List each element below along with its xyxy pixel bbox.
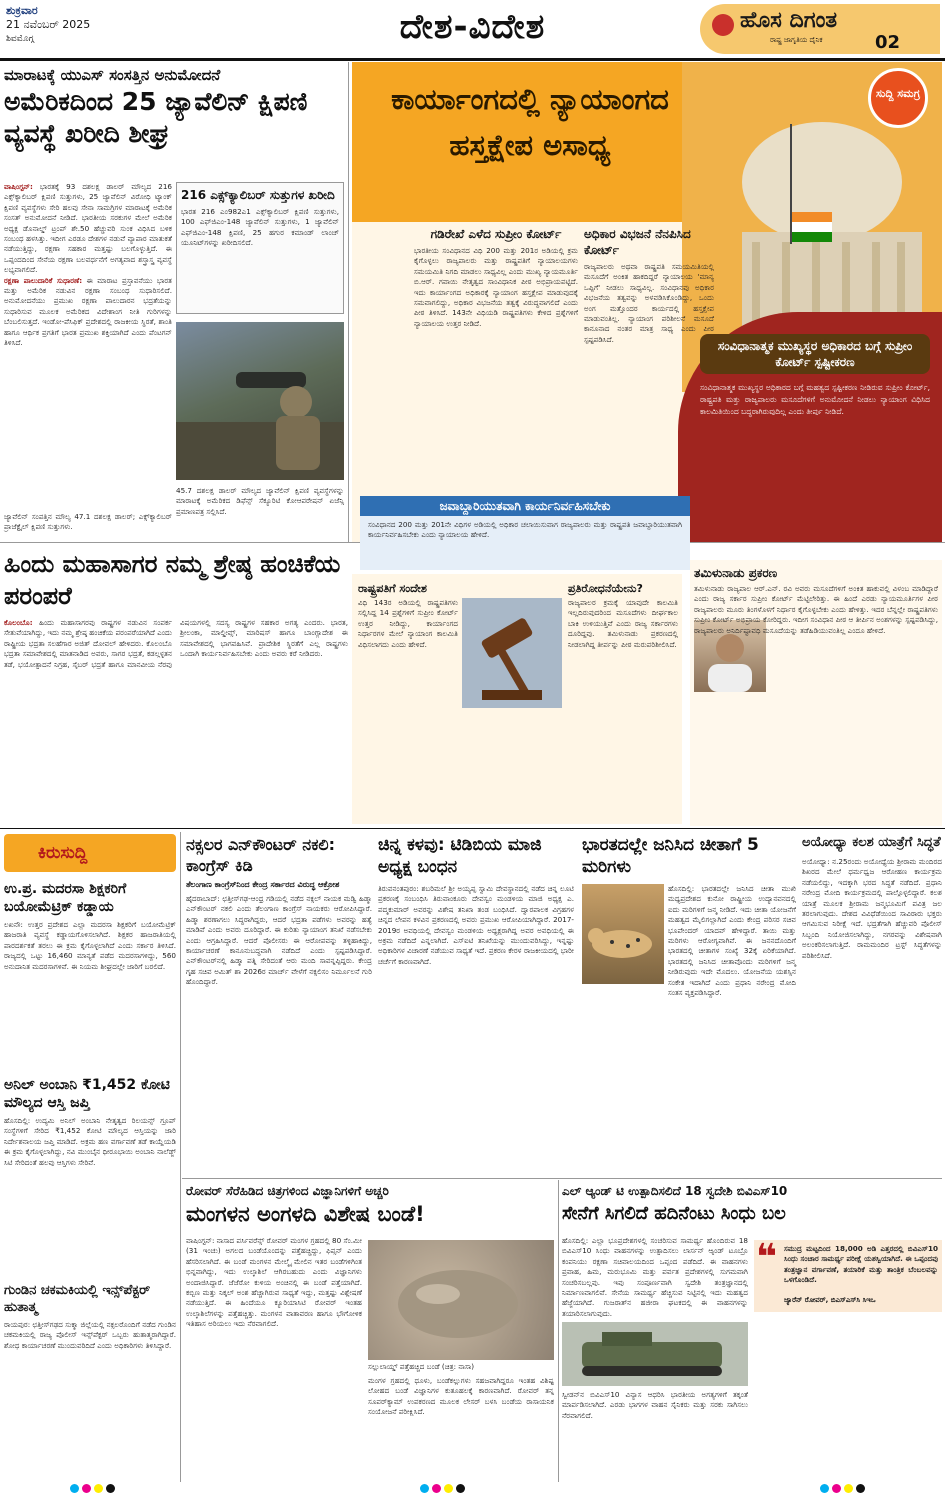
sindhu-story [562,1182,942,1482]
ayodhya-story [802,834,942,1174]
ayodhya-headline: ಅಯೋಧ್ಯಾ ಕಲಶ ಯಾತ್ರೆಗೆ ಸಿದ್ಧತೆ [802,835,941,850]
encounter-story [186,834,372,1174]
court-circle-body: ಸಂವಿಧಾನಾತ್ಮಕ ಮುಖ್ಯಸ್ಥರ ಅಧಿಕಾರದ ಬಗ್ಗೆ ಮಹತ್ವದ ಸ್ಪಷ್ಟೀಕರಣ ನೀಡಿರುವ ಸುಪ್ರೀಂ ಕೋರ್ಟ್, ರಾಷ್ಟ್ರಪತಿ ಮತ್ತು ರಾಜ್ಯಪಾಲರು ಮಸೂದೆಗಳಿಗೆ ಅನುಮೋದನೆ ನೀಡಲು ನ್ಯಾಯಾಂಗ ವಿಧಿಸಿದ ಕಾಲಮಿತಿಯಿಂದ ಬದ್ಧರಾಗಿರುವುದಿಲ್ಲ ಎಂದು ತೀರ್ಪು ನೀಡಿದೆ. [700,383,930,416]
mars-body-2: ಮಂಗಳ ಗ್ರಹದಲ್ಲಿ ಧೂಳು, ಬಂಡೆಕಲ್ಲುಗಳು ಸಹಜವಾಗಿದ್ದರೂ ಇಂತಹ ವಿಶಿಷ್ಟ ಲೋಹದ ಬಂಡೆ ವಿಜ್ಞಾನಿಗಳ ಕುತೂಹಲಕ್ಕೆ ಕಾರಣವಾಗಿದೆ. ರೋವರ್ ತನ್ನ ಸೂಪರ್‌ಕ್ಯಾಮ್ ಉಪಕರಣದ ಮೂಲಕ ಲೇಸರ್ ಬಳಸಿ ಬಂಡೆಯ ರಾಸಾಯನಿಕ ಸಂಯೋಜನೆ ಪರೀಕ್ಷಿಸಿದೆ. [368,1376,554,1417]
ocean-body [4,618,348,808]
court-col1-title: ಗಡಿರೇಖೆ ಎಳೆದ ಸುಪ್ರೀಂ ಕೋರ್ಟ್ [430,227,562,241]
javelin-sidebar-body: ಭಾರತ 216 ಎಂ982ಎ1 ಎಕ್ಸ್‌ಕ್ಯಾಲಿಬರ್ ಕ್ಷಿಪಣಿ ಸುತ್ತುಗಳು, 100 ಎಫ್‌ಜಿಎಂ-148 ಜ್ಯಾವೆಲಿನ್ ಸುತ್ತುಗಳು, 1 ಜ್ಯಾವೆಲಿನ್ ಎಫ್‌ಜಿಎಂ-148 ಕ್ಷಿಪಣಿ, 25 ಹಗುರ ಕಮಾಂಡ್ ಲಾಂಚ್ ಯೂನಿಟ್‌ಗಳನ್ನು ಖರೀದಿಸಲಿದೆ. [181,207,339,248]
header-rule [0,58,945,61]
column-divider-3 [558,1180,559,1482]
javelin-soldier-photo [176,322,344,480]
mars-body: ವಾಷಿಂಗ್ಟನ್: ನಾಸಾದ ಪರ್ಸಿವರೆನ್ಸ್ ರೋವರ್ ಮಂಗಳ ಗ್ರಹದಲ್ಲಿ 80 ಸೆಂ.ಮೀ (31 ಇಂಚು) ಅಗಲದ ಬಂಡೆಯೊಂದನ್ನು ಪತ್ತೆಹಚ್ಚಿದ್ದು, ಫಿಪ್ಸನ್ ಎಂದು ಹೆಸರಿಸಲಾಗಿದೆ. ಈ ಬಂಡೆ ಮಂಗಳನ ಮೇಲ್ಮೈ ಮೇಲಿನ ಇತರ ಬಂಡೆಗಳಿಗಿಂತ ಭಿನ್ನವಾಗಿದ್ದು, ಇದು ಉಲ್ಕಾಶಿಲೆ ಆಗಿರಬಹುದು ಎಂದು ವಿಜ್ಞಾನಿಗಳು ಅಂದಾಜಿಸಿದ್ದಾರೆ. ಜೆಜೆರೋ ಕುಳಿಯ ಅಂಚಿನಲ್ಲಿ ಈ ಬಂಡೆ ಪತ್ತೆಯಾಗಿದೆ. ಕಬ್ಬಿಣ ಮತ್ತು ನಿಕ್ಕಲ್ ಅಂಶ ಹೆಚ್ಚಾಗಿರುವ ಸಾಧ್ಯತೆ ಇದ್ದು, ಮತ್ತಷ್ಟು ವಿಶ್ಲೇಷಣೆ ನಡೆಯುತ್ತಿದೆ. ಈ ಹಿಂದೆಯೂ ಕ್ಯೂರಿಯಾಸಿಟಿ ರೋವರ್ ಇಂತಹ ಉಲ್ಕಾಶಿಲೆಗಳನ್ನು ಪತ್ತೆಹಚ್ಚಿತ್ತು. ಮಂಗಳನ ವಾತಾವರಣ ಹಾಗೂ ಭೌಗೋಳಿಕ ಇತಿಹಾಸ ಅರಿಯಲು ಇದು ನೆರವಾಗಲಿದೆ. [186,1236,362,1329]
sindhu-kicker: ಎಲ್ ಆ್ಯಂಡ್ ಟಿ ಉತ್ಪಾದಿಸಲಿದೆ 18 ಸ್ವದೇಶಿ ಬಿವಿಎಸ್10 [562,1184,788,1198]
javelin-body [4,182,172,539]
court-banner-body: ಸಂವಿಧಾನದ 200 ಮತ್ತು 201ನೇ ವಿಧಿಗಳ ಅಡಿಯಲ್ಲಿ ಅಧಿಕಾರ ಚಲಾಯಿಸುವಾಗ ರಾಜ್ಯಪಾಲರು ಮತ್ತು ರಾಷ್ಟ್ರಪತಿ ಜವಾಬ್ದಾರಿಯುತವಾಗಿ ಕಾರ್ಯನಿರ್ವಹಿಸಬೇಕು ಎಂದು ನ್ಯಾಯಾಲಯ ಹೇಳಿದೆ. [360,516,690,570]
court-lower [352,574,682,824]
kiru-logo: ಕಿರುಸುದ್ದಿ [4,834,176,872]
encounter-sub: ತೆಲಂಗಾಣ ಕಾಂಗ್ರೆಸ್‌ನಿಂದ ಕೇಂದ್ರ ಸರ್ಕಾರದ ವಿರುದ್ಧ ಆಕ್ರೋಶ [186,880,340,889]
javelin-dateline: ವಾಷಿಂಗ್ಟನ್: [4,182,33,191]
registration-marks-right [820,1478,868,1497]
section-rule-3 [182,1178,942,1179]
column-divider-2 [180,832,181,1482]
court-banner: ಜವಾಬ್ದಾರಿಯುತವಾಗಿ ಕಾರ್ಯನಿರ್ವಹಿಸಬೇಕು [360,496,690,516]
kiru-h1: ಉ.ಪ್ರ. ಮದರಸಾ ಶಿಕ್ಷಕರಿಗೆ ಬಯೋಮೆಟ್ರಿಕ್ ಕಡ್ಡಾಯ [4,881,127,915]
sudhi-samagra-badge: ಸುದ್ದಿ ಸಮಗ್ರ [868,68,928,128]
sindhu-body: ಹೊಸದಿಲ್ಲಿ: ಎಲ್ಲಾ ಭೂಪ್ರದೇಶಗಳಲ್ಲಿ ಸಂಚರಿಸುವ ಸಾಮರ್ಥ್ಯ ಹೊಂದಿರುವ 18 ಬಿವಿಎಸ್10 ಸಿಂಧು ವಾಹನಗಳನ್ನು ಉತ್ಪಾದಿಸಲು ಲಾರ್ಸನ್ ಆ್ಯಂಡ್ ಟೂಬ್ರೊ ಕಂಪನಿಯು ರಕ್ಷಣಾ ಸಚಿವಾಲಯದಿಂದ ಒಪ್ಪಂದ ಪಡೆದಿದೆ. ಈ ವಾಹನಗಳು ಪ್ರವಾಹ, ಹಿಮ, ಮರುಭೂಮಿ ಮತ್ತು ಪರ್ವತ ಪ್ರದೇಶಗಳಲ್ಲಿ ಸುಗಮವಾಗಿ ಸಂಚರಿಸಬಲ್ಲವು. ಇವು ಸಂಪೂರ್ಣವಾಗಿ ಸ್ವದೇಶಿ ತಂತ್ರಜ್ಞಾನದಲ್ಲಿ ನಿರ್ಮಾಣವಾಗಲಿವೆ. ಸೇನೆಯ ಸಾಮರ್ಥ್ಯ ಹೆಚ್ಚಿಸುವ ನಿಟ್ಟಿನಲ್ಲಿ ಇದು ಮಹತ್ವದ ಹೆಜ್ಜೆಯಾಗಿದೆ. ಗುಜರಾತ್‌ನ ಹಜೀರಾ ಘಟಕದಲ್ಲಿ ಈ ವಾಹನಗಳನ್ನು ತಯಾರಿಸಲಾಗುವುದು. [562,1236,748,1318]
section-rule-2 [0,828,945,829]
mars-headline: ಮಂಗಳನ ಅಂಗಳದಿ ವಿಶೇಷ ಬಂಡೆ! [186,1202,425,1226]
court-sub1-title: ರಾಷ್ಟ್ರಪತಿಗೆ ಸಂದೇಶ [358,582,427,595]
court-story [352,62,942,542]
sindhu-headline: ಸೇನೆಗೆ ಸಿಗಲಿದೆ ಹದಿನೆಂಟು ಸಿಂಧು ಬಲ [562,1203,786,1224]
kiru-h3: ಗುಂಡಿನ ಚಕಮಕಿಯಲ್ಲಿ ಇನ್ಸ್‌ಪೆಕ್ಟರ್ ಹುತಾತ್ಮ [4,1283,151,1315]
court-sub2-body: ರಾಜ್ಯಪಾಲರ ಕ್ರಮಕ್ಕೆ ಯಾವುದೇ ಕಾಲಮಿತಿ ಇಲ್ಲದಿರುವುದರಿಂದ ಮಸೂದೆಗಳು ದೀರ್ಘಕಾಲ ಬಾಕಿ ಉಳಿಯುತ್ತಿವೆ ಎಂದು ರಾಜ್ಯ ಸರ್ಕಾರಗಳು ದೂರಿದ್ದವು. ತಮಿಳುನಾಡು ಪ್ರಕರಣದಲ್ಲಿ ನೀಡಲಾಗಿದ್ದ ತೀರ್ಪನ್ನು ಪೀಠ ಮರುಪರಿಶೀಲಿಸಿದೆ. [568,598,678,649]
vehicle-photo [562,1322,748,1386]
court-circle-title: ಸಂವಿಧಾನಾತ್ಮಕ ಮುಖ್ಯಸ್ಥರ ಅಧಿಕಾರದ ಬಗ್ಗೆ ಸುಪ್ರೀಂ ಕೋರ್ಟ್ ಸ್ಪಷ್ಟೀಕರಣ [700,334,930,374]
court-sub1-body: ವಿಧಿ 143ರ ಅಡಿಯಲ್ಲಿ ರಾಷ್ಟ್ರಪತಿಗಳು ಸಲ್ಲಿಸಿದ್ದ 14 ಪ್ರಶ್ನೆಗಳಿಗೆ ಸುಪ್ರೀಂ ಕೋರ್ಟ್ ಉತ್ತರ ನೀಡಿದ್ದು, ಕಾರ್ಯಾಂಗದ ನಿರ್ಧಾರಗಳ ಮೇಲೆ ನ್ಯಾಯಾಂಗ ಕಾಲಮಿತಿ ವಿಧಿಸಲಾಗದು ಎಂದು ಹೇಳಿದೆ. [358,598,458,649]
kiru-b2: ಹೊಸದಿಲ್ಲಿ: ಉದ್ಯಮಿ ಅನಿಲ್ ಅಂಬಾನಿ ನೇತೃತ್ವದ ರಿಲಯನ್ಸ್ ಗ್ರೂಪ್ ಸಂಸ್ಥೆಗಳಿಗೆ ಸೇರಿದ ₹1,452 ಕೋಟಿ ಮೌಲ್ಯದ ಆಸ್ತಿಯನ್ನು ಜಾರಿ ನಿರ್ದೇಶನಾಲಯ ಜಪ್ತಿ ಮಾಡಿದೆ. ಅಕ್ರಮ ಹಣ ವರ್ಗಾವಣೆ ತಡೆ ಕಾಯ್ದೆಯಡಿ ಈ ಕ್ರಮ ಕೈಗೊಳ್ಳಲಾಗಿದ್ದು, ನವಿ ಮುಂಬೈನ ಧೀರೂಭಾಯಿ ಅಂಬಾನಿ ನಾಲೆಡ್ಜ್ ಸಿಟಿ ಸೇರಿದಂತೆ ಹಲವು ಆಸ್ತಿಗಳು ಸೇರಿವೆ. [4,1116,176,1167]
ayodhya-body: ಅಯೋಧ್ಯಾ: ನ.25ರಂದು ಅಯೋಧ್ಯೆಯ ಶ್ರೀರಾಮ ಮಂದಿರದ ಶಿಖರದ ಮೇಲೆ ಧರ್ಮಧ್ವಜ ಆರೋಹಣ ಕಾರ್ಯಕ್ರಮ ನಡೆಯಲಿದ್ದು, ಇದಕ್ಕಾಗಿ ಭರದ ಸಿದ್ಧತೆ ನಡೆದಿದೆ. ಪ್ರಧಾನಿ ನರೇಂದ್ರ ಮೋದಿ ಕಾರ್ಯಕ್ರಮದಲ್ಲಿ ಪಾಲ್ಗೊಳ್ಳಲಿದ್ದಾರೆ. ಕಲಶ ಯಾತ್ರೆ ಮೂಲಕ ಶ್ರೀರಾಮ ಜನ್ಮಭೂಮಿಗೆ ಪವಿತ್ರ ಜಲ ತರಲಾಗುವುದು. ದೇಶದ ವಿವಿಧೆಡೆಯಿಂದ ಸಾವಿರಾರು ಭಕ್ತರು ಆಗಮಿಸುವ ನಿರೀಕ್ಷೆ ಇದೆ. ಭದ್ರತೆಗಾಗಿ ಹೆಚ್ಚುವರಿ ಪೊಲೀಸ್ ಸಿಬ್ಬಂದಿ ನಿಯೋಜಿಸಲಾಗಿದ್ದು, ನಗರವನ್ನು ವಿಶೇಷವಾಗಿ ಅಲಂಕರಿಸಲಾಗುತ್ತಿದೆ. ರಾಮಮಂದಿರ ಟ್ರಸ್ಟ್ ಸಿದ್ಧತೆಗಳನ್ನು ಪರಿಶೀಲಿಸಿದೆ. [802,857,942,960]
gold-headline: ಚಿನ್ನ ಕಳವು: ಟಿಡಿಬಿಯ ಮಾಜಿ ಅಧ್ಯಕ್ಷ ಬಂಧನ [378,835,542,877]
tn-title: ತಮಿಳುನಾಡು ಪ್ರಕರಣ [694,566,778,580]
sindhu-body-2: ಸ್ವೀಡನ್‌ನ ಬಿವಿಎಸ್10 ವಿನ್ಯಾಸ ಆಧರಿಸಿ ಭಾರತೀಯ ಅಗತ್ಯಗಳಿಗೆ ತಕ್ಕಂತೆ ಮಾರ್ಪಡಿಸಲಾಗಿದೆ. ಎರಡು ಭಾಗಗಳ ವಾಹನ ಸೈನಿಕರು ಮತ್ತು ಸರಕು ಸಾಗಿಸಲು ನೆರವಾಗಲಿದೆ. [562,1390,748,1420]
gold-body: ತಿರುವನಂತಪುರಂ: ಶಬರಿಮಲೆ ಶ್ರೀ ಅಯ್ಯಪ್ಪ ಸ್ವಾಮಿ ದೇವಸ್ಥಾನದಲ್ಲಿ ನಡೆದ ಚಿನ್ನ ಲೂಟಿ ಪ್ರಕರಣಕ್ಕೆ ಸಂಬಂಧಿಸಿ ತಿರುವಾಂಕೂರು ದೇವಸ್ವಂ ಮಂಡಳಿಯ ಮಾಜಿ ಅಧ್ಯಕ್ಷ ಎ. ಪದ್ಮಕುಮಾರ್ ಅವರನ್ನು ವಿಶೇಷ ತನಿಖಾ ತಂಡ ಬಂಧಿಸಿದೆ. ದ್ವಾರಪಾಲಕ ವಿಗ್ರಹಗಳ ಚಿನ್ನದ ಲೇಪನ ಕಳವಿನ ಪ್ರಕರಣದಲ್ಲಿ ಅವರು ಪ್ರಮುಖ ಆರೋಪಿಯಾಗಿದ್ದಾರೆ. 2017-2019ರ ಅವಧಿಯಲ್ಲಿ ದೇವಸ್ವಂ ಮಂಡಳಿಯ ಅಧ್ಯಕ್ಷರಾಗಿದ್ದ ಅವರ ಅವಧಿಯಲ್ಲಿ ಈ ಅಕ್ರಮ ನಡೆದಿದೆ ಎನ್ನಲಾಗಿದೆ. ಎಸ್‌ಐಟಿ ತನಿಖೆಯನ್ನು ಮುಂದುವರಿಸಿದ್ದು, ಇನ್ನಷ್ಟು ಅಧಿಕಾರಿಗಳ ವಿಚಾರಣೆ ನಡೆಯುವ ಸಾಧ್ಯತೆ ಇದೆ. ಪ್ರಕರಣ ಕೇರಳ ರಾಜಕೀಯದಲ್ಲಿ ಭಾರೀ ಚರ್ಚೆಗೆ ಕಾರಣವಾಗಿದೆ. [378,884,574,966]
ocean-body-text: ಹಿಂದು ಮಹಾಸಾಗರವು ರಾಷ್ಟ್ರಗಳ ನಡುವಿನ ಸಂಪರ್ಕ ಸೇತುವೆಯಾಗಿದ್ದು, ಇದು ನಮ್ಮ ಶ್ರೇಷ್ಠ ಹಂಚಿಕೆಯ ಪರಂಪರೆಯಾಗಿದೆ ಎಂದು ರಾಷ್ಟ್ರೀಯ ಭದ್ರತಾ ಸಲಹೆಗಾರ ಅಜಿತ್ ದೋವಲ್ ಹೇಳಿದರು. ಕೊಲಂಬೊ ಭದ್ರತಾ ಸಮಾವೇಶದಲ್ಲಿ ಮಾತನಾಡಿದ ಅವರು, ಸಾಗರ ಭದ್ರತೆ, ಕಡಲ್ಗಳ್ಳತನ ತಡೆ, ಭಯೋತ್ಪಾದನೆ ನಿಗ್ರಹ, ಸೈಬರ್ ಭದ್ರತೆ ಹಾಗೂ ಮಾನವೀಯ ನೆರವು ವಿಷಯಗಳಲ್ಲಿ ಸದಸ್ಯ ರಾಷ್ಟ್ರಗಳ ಸಹಕಾರ ಅಗತ್ಯ ಎಂದರು. ಭಾರತ, ಶ್ರೀಲಂಕಾ, ಮಾಲ್ಡೀವ್ಸ್, ಮಾರಿಷಸ್ ಹಾಗೂ ಬಾಂಗ್ಲಾದೇಶ ಈ ಸಮಾವೇಶದಲ್ಲಿ ಭಾಗವಹಿಸಿವೆ. ಪ್ರಾದೇಶಿಕ ಸ್ಥಿರತೆಗೆ ಎಲ್ಲ ರಾಷ್ಟ್ರಗಳು ಒಂದಾಗಿ ಕಾರ್ಯನಿರ್ವಹಿಸಬೇಕು ಎಂದು ಅವರು ಕರೆ ನೀಡಿದರು. [4,618,348,669]
javelin-headline: ಅಮೆರಿಕದಿಂದ 25 ಜ್ಯಾವೆಲಿನ್ ಕ್ಷಿಪಣಿ ವ್ಯವಸ್ಥೆ ಖರೀದಿ ಶೀಘ್ರ [4,87,308,148]
court-circle [678,312,942,542]
registration-marks-left [70,1478,118,1497]
date: 21 ನವೆಂಬರ್ 2025 [6,18,91,31]
armored-vehicle-illustration [562,1322,748,1386]
court-col2-title: ಅಧಿಕಾರ ವಿಭಜನೆ ನೆನಪಿಸಿದ ಕೋರ್ಟ್ [584,227,691,257]
sindhu-quote-box [754,1237,942,1312]
cheetah-illustration [582,884,664,984]
rock-illustration [368,1240,554,1360]
tn-story [690,560,942,826]
gavel-icon [462,598,562,708]
javelin-foot: ಜ್ಯಾವೆಲಿನ್ ಸಂಪತ್ತಿನ ಮೌಲ್ಯ 47.1 ದಶಲಕ್ಷ ಡಾಲರ್; ಎಕ್ಸ್‌ಕ್ಯಾಲಿಬರ್ ಪ್ರಾಜೆಕ್ಟೈಲ್ ಕ್ಷಿಪಣಿ ಸುತ್ತುಗಳು. [4,512,172,532]
masthead-tagline: ರಾಷ್ಟ್ರ ಜಾಗೃತಿಯ ದೈನಿಕ [770,36,823,44]
javelin-sublabel: ರಕ್ಷಣಾ ಪಾಲುದಾರಿಕೆ ಸುಧಾರಣೆ: [4,275,83,285]
mars-kicker: ರೋವರ್ ಸೆರೆಹಿಡಿದ ಚಿತ್ರಗಳಿಂದ ವಿಜ್ಞಾನಿಗಳಿಗೆ ಅಚ್ಚರಿ [186,1184,389,1198]
sindhu-quote: ಸಮುದ್ರ ಮಟ್ಟದಿಂದ 18,000 ಅಡಿ ಎತ್ತರದಲ್ಲಿ ಬಿವಿಎಸ್10 ಸಿಂಧು ಸಂಚಾರ ಸಾಮರ್ಥ್ಯ ಪರೀಕ್ಷೆ ಯಶಸ್ವಿಯಾಗಿದೆ. ಈ ಒಪ್ಪಂದವು ತಂತ್ರಜ್ಞಾನ ವರ್ಗಾವಣೆ, ತಯಾರಿಕೆ ಮತ್ತು ತಾಂತ್ರಿಕ ಬೆಂಬಲವನ್ನು ಒಳಗೊಂಡಿದೆ. [784,1244,938,1285]
day: ಶುಕ್ರವಾರ [6,4,38,17]
section-title: ದೇಶ-ವಿದೇಶ [399,7,546,47]
kiru-b3: ರಾಯಪುರ: ಛತ್ತೀಸ್‌ಗಢದ ಸುಕ್ಮಾ ಜಿಲ್ಲೆಯಲ್ಲಿ ನಕ್ಸಲರೊಂದಿಗೆ ನಡೆದ ಗುಂಡಿನ ಚಕಮಕಿಯಲ್ಲಿ ರಾಜ್ಯ ಪೊಲೀಸ್ ಇನ್ಸ್‌ಪೆಕ್ಟರ್ ಒಬ್ಬರು ಹುತಾತ್ಮರಾಗಿದ್ದಾರೆ. ಶೋಧ ಕಾರ್ಯಾಚರಣೆ ಮುಂದುವರಿದಿದೆ ಎಂದು ಅಧಿಕಾರಿಗಳು ತಿಳಿಸಿದ್ದಾರೆ. [4,1320,176,1350]
masthead-name: ಹೊಸ ದಿಗಂತ [740,8,838,33]
registration-marks-center [420,1478,468,1497]
cheetah-headline: ಭಾರತದಲ್ಲೇ ಜನಿಸಿದ ಚೀತಾಗೆ 5 ಮರಿಗಳು [582,835,759,877]
mars-caption: ಸಲ್ಲುಲಾಯ್ಡ್ ಪತ್ತೆಹಚ್ಚಿದ ಬಂಡೆ (ಚಿತ್ರ: ನಾಸಾ) [368,1362,475,1371]
tn-body: ತಮಿಳುನಾಡು ರಾಜ್ಯಪಾಲ ಆರ್.ಎನ್. ರವಿ ಅವರು ಮಸೂದೆಗಳಿಗೆ ಅಂಕಿತ ಹಾಕುವಲ್ಲಿ ವಿಳಂಬ ಮಾಡಿದ್ದಾರೆ ಎಂದು ರಾಜ್ಯ ಸರ್ಕಾರ ಸುಪ್ರೀಂ ಕೋರ್ಟ್ ಮೆಟ್ಟಿಲೇರಿತ್ತು. ಈ ಹಿಂದೆ ಎರಡು ನ್ಯಾಯಮೂರ್ತಿಗಳ ಪೀಠ ರಾಜ್ಯಪಾಲರು ಮೂರು ತಿಂಗಳೊಳಗೆ ನಿರ್ಧಾರ ಕೈಗೊಳ್ಳಬೇಕು ಎಂದು ಹೇಳಿತ್ತು. ಇದರ ಬೆನ್ನಲ್ಲೇ ರಾಷ್ಟ್ರಪತಿಗಳು ಸುಪ್ರೀಂ ಕೋರ್ಟ್ ಅಭಿಪ್ರಾಯ ಕೋರಿದ್ದರು. ಇದೀಗ ಸಂವಿಧಾನ ಪೀಠ ಆ ತೀರ್ಪಿನ ಅಂಶಗಳನ್ನು ಸ್ಪಷ್ಟಪಡಿಸಿದ್ದು, ರಾಜ್ಯಪಾಲರು ಅನಿರ್ದಿಷ್ಟಾವಧಿ ಮಸೂದೆಯನ್ನು ತಡೆಹಿಡಿಯುವಂತಿಲ್ಲ ಎಂದೂ ಹೇಳಿದೆ. [694,584,938,635]
soldier-illustration [176,322,344,480]
column-divider [348,62,349,542]
ocean-dateline: ಕೊಲಂಬೊ: [4,618,33,627]
court-headline: ಕಾರ್ಯಾಂಗದಲ್ಲಿ ನ್ಯಾಯಾಂಗದ ಹಸ್ತಕ್ಷೇಪ ಅಸಾಧ್ಯ [391,82,669,162]
encounter-body: ಹೈದರಾಬಾದ್: ಛತ್ತೀಸ್‌ಗಢ-ಆಂಧ್ರ ಗಡಿಯಲ್ಲಿ ನಡೆದ ನಕ್ಸಲ್ ನಾಯಕ ಮಡ್ವಿ ಹಿಡ್ಮಾ ಎನ್‌ಕೌಂಟರ್ ನಕಲಿ ಎಂದು ತೆಲಂಗಾಣ ಕಾಂಗ್ರೆಸ್ ನಾಯಕರು ಆರೋಪಿಸಿದ್ದಾರೆ. ಹಿಡ್ಮಾ ಶರಣಾಗಲು ಸಿದ್ಧರಾಗಿದ್ದರು, ಆದರೆ ಭದ್ರತಾ ಪಡೆಗಳು ಅವರನ್ನು ಹತ್ಯೆ ಮಾಡಿವೆ ಎಂದು ಅವರು ದೂರಿದ್ದಾರೆ. ಈ ಕುರಿತು ನ್ಯಾಯಾಂಗ ತನಿಖೆ ನಡೆಸಬೇಕು ಎಂದು ಆಗ್ರಹಿಸಿದ್ದಾರೆ. ಆದರೆ ಪೊಲೀಸರು ಈ ಆರೋಪವನ್ನು ತಳ್ಳಿಹಾಕಿದ್ದು, ಕಾರ್ಯಾಚರಣೆ ಕಾನೂನುಬದ್ಧವಾಗಿ ನಡೆದಿದೆ ಎಂದು ಸ್ಪಷ್ಟಪಡಿಸಿದ್ದಾರೆ. ಎನ್‌ಕೌಂಟರ್‌ನಲ್ಲಿ ಹಿಡ್ಮಾ ಪತ್ನಿ ಸೇರಿದಂತೆ ಆರು ಮಂದಿ ಸಾವನ್ನಪ್ಪಿದ್ದರು. ಕೇಂದ್ರ ಗೃಹ ಸಚಿವ ಅಮಿತ್ ಶಾ 2026ರ ಮಾರ್ಚ್ ವೇಳೆಗೆ ನಕ್ಸಲಿಸಂ ನಿರ್ಮೂಲನೆ ಗುರಿ ಹೊಂದಿದ್ದಾರೆ. [186,894,372,987]
court-col1 [414,226,578,488]
javelin-sidebar-title: 216 ಎಕ್ಸ್‌ಕ್ಯಾಲಿಬರ್ ಸುತ್ತುಗಳ ಖರೀದಿ [181,188,335,202]
javelin-sidebar [176,182,344,314]
kiru-h2: ಅನಿಲ್ ಅಂಬಾನಿ ₹1,452 ಕೋಟಿ ಮೌಲ್ಯದ ಆಸ್ತಿ ಜಪ್ತಿ [4,1077,170,1111]
court-col2-body: ರಾಜ್ಯಪಾಲರು ಅಥವಾ ರಾಷ್ಟ್ರಪತಿ ಸಮಯಮಿತಿಯಲ್ಲಿ ಮಸೂದೆಗೆ ಅಂಕಿತ ಹಾಕದಿದ್ದರೆ ನ್ಯಾಯಾಲಯ 'ಮಾನ್ಯ ಒಪ್ಪಿಗೆ' ನೀಡಲು ಸಾಧ್ಯವಿಲ್ಲ. ಸಂವಿಧಾನವು ಅಧಿಕಾರ ವಿಭಜನೆಯ ತತ್ವವನ್ನು ಅಳವಡಿಸಿಕೊಂಡಿದ್ದು, ಒಂದು ಅಂಗ ಮತ್ತೊಂದರ ಕಾರ್ಯದಲ್ಲಿ ಹಸ್ತಕ್ಷೇಪ ಮಾಡುವಂತಿಲ್ಲ. ನ್ಯಾಯಾಂಗ ಪರಿಶೀಲನೆ ಮಸೂದೆ ಕಾನೂನಾದ ನಂತರ ಮಾತ್ರ ಸಾಧ್ಯ ಎಂದು ಪೀಠ ಸ್ಪಷ್ಟಪಡಿಸಿದೆ. [584,262,714,344]
court-sub2-title: ಪ್ರತಿರೋಧನೆಯೇನು? [568,582,643,595]
masthead-logo-icon [712,14,734,36]
javelin-body-text: ಭಾರತಕ್ಕೆ 93 ದಶಲಕ್ಷ ಡಾಲರ್ ಮೌಲ್ಯದ 216 ಎಕ್ಸ್‌ಕ್ಯಾಲಿಬರ್ ಕ್ಷಿಪಣಿ ಸುತ್ತುಗಳು, 25 ಜ್ಯಾವೆಲಿನ್ ವಿರೋಧಿ ಟ್ಯಾಂಕ್ ಕ್ಷಿಪಣಿ ವ್ಯವಸ್ಥೆಗಳು ಸೇರಿ ಹಲವು ಸೇನಾ ಸಾಮಗ್ರಿಗಳ ಮಾರಾಟಕ್ಕೆ ಅಮೆರಿಕ ಸಂಸತ್ ಅನುಮೋದನೆ ನೀಡಿದೆ. ಭಾರತೀಯ ಸರಕುಗಳ ಮೇಲೆ ಅಮೆರಿಕ ಅಧ್ಯಕ್ಷ ಡೊನಾಲ್ಡ್ ಟ್ರಂಪ್ ಶೇ.50 ಹೆಚ್ಚುವರಿ ಸುಂಕ ವಿಧಿಸಿದ ಬಳಿಕ ಸಂಬಂಧ ಹಳಸಿತ್ತು. ಇದೀಗ ಎರಡೂ ದೇಶಗಳ ನಡುವೆ ವ್ಯಾಪಾರ ಮಾತುಕತೆ ನಡೆಯುತ್ತಿದ್ದು, ರಕ್ಷಣಾ ಸಹಕಾರ ಮತ್ತಷ್ಟು ಬಲಗೊಳ್ಳುತ್ತಿದೆ. ಈ ಒಪ್ಪಂದದಿಂದ ಸೇನೆಯ ರಕ್ಷಣಾ ಬಲವರ್ಧನೆಗೆ ಅಗತ್ಯವಾದ ಶಸ್ತ್ರಾಸ್ತ್ರ ವ್ಯವಸ್ಥೆ ಲಭ್ಯವಾಗಲಿದೆ. [4,182,172,275]
gold-story [378,834,574,1174]
mars-rock-photo [368,1240,554,1360]
sindhu-quote-by: ಜ್ಯಾರೆನ್ ರೋವರ್, ಬಿಎಸ್ಎಸ್‌ಸಿ ಸಿಇಒ [784,1296,876,1304]
javelin-caption: 45.7 ದಶಲಕ್ಷ ಡಾಲರ್ ಮೌಲ್ಯದ ಜ್ಯಾವೆಲಿನ್ ಕ್ಷಿಪಣಿ ವ್ಯವಸ್ಥೆಗಳನ್ನು ಮಾರಾಟಕ್ಕೆ ಅಮೆರಿಕದ ಡಿಫೆನ್ಸ್ ಸೆಕ್ಯೂರಿಟಿ ಕೋಆಪರೇಷನ್ ಏಜೆನ್ಸಿ ಪ್ರಮಾಣಪತ್ರ ಸಲ್ಲಿಸಿದೆ. [176,486,344,516]
cheetah-photo [582,884,664,984]
court-col1-body: ಭಾರತೀಯ ಸಂವಿಧಾನದ ವಿಧಿ 200 ಮತ್ತು 201ರ ಅಡಿಯಲ್ಲಿ ಕ್ರಮ ಕೈಗೊಳ್ಳಲು ರಾಜ್ಯಪಾಲರು ಮತ್ತು ರಾಷ್ಟ್ರಪತಿಗೆ ನ್ಯಾಯಾಲಯಗಳು ಸಮಯಮಿತಿ ನಿಗದಿ ಮಾಡಲು ಸಾಧ್ಯವಿಲ್ಲ ಎಂದು ಮುಖ್ಯ ನ್ಯಾಯಮೂರ್ತಿ ಬಿ.ಆರ್. ಗವಾಯಿ ನೇತೃತ್ವದ ಸಾಂವಿಧಾನಿಕ ಪೀಠ ಅಭಿಪ್ರಾಯಪಟ್ಟಿದೆ. ಇದು ಕಾರ್ಯಾಂಗದ ಅಧಿಕಾರಕ್ಕೆ ನ್ಯಾಯಾಂಗ ಹಸ್ತಕ್ಷೇಪ ಮಾಡುವುದಕ್ಕೆ ಸಮವಾಗಲಿದ್ದು, ಅಧಿಕಾರ ವಿಭಜನೆಯ ತತ್ವಕ್ಕೆ ವಿರುದ್ಧವಾಗಲಿದೆ ಎಂದು ಪೀಠ ತಿಳಿಸಿದೆ. 143ನೇ ವಿಧಿಯಡಿ ರಾಷ್ಟ್ರಪತಿಗಳು ಕೇಳಿದ ಪ್ರಶ್ನೆಗಳಿಗೆ ನ್ಯಾಯಾಲಯ ಉತ್ತರ ನೀಡಿದೆ. [414,246,578,328]
javelin-body-text-2: ಈ ಮಾರಾಟ ಪ್ರಸ್ತಾವನೆಯು ಭಾರತ ಮತ್ತು ಅಮೆರಿಕ ನಡುವಿನ ರಕ್ಷಣಾ ಸಂಬಂಧ ಸುಧಾರಿಸಲಿದೆ. ಅನುಮೋದನೆಯು ಪ್ರಮುಖ ರಕ್ಷಣಾ ಪಾಲುದಾರನ ಭದ್ರತೆಯನ್ನು ಸುಧಾರಿಸುವ ಮೂಲಕ ಅಮೆರಿಕದ ವಿದೇಶಾಂಗ ನೀತಿ ಗುರಿಗಳನ್ನು ಬೆಂಬಲಿಸುತ್ತದೆ. ಇಂಡೋ-ಪೆಸಿಫಿಕ್ ಪ್ರದೇಶದಲ್ಲಿ ರಾಜಕೀಯ ಸ್ಥಿರತೆ, ಶಾಂತಿ ಹಾಗೂ ಆರ್ಥಿಕ ಪ್ರಗತಿಗೆ ಭಾರತ ಪ್ರಮುಖ ಶಕ್ತಿಯಾಗಿದೆ ಎಂದು ಪೆಂಟಗನ್ ತಿಳಿಸಿದೆ. [4,275,172,348]
edition-city: ಶಿವಮೊಗ್ಗ [6,34,34,44]
encounter-headline: ನಕ್ಸಲರ ಎನ್‌ಕೌಂಟರ್ ನಕಲಿ: ಕಾಂಗ್ರೆಸ್ ಕಿಡಿ [186,835,335,875]
mars-story [186,1182,554,1482]
page-number: 02 [874,32,900,53]
ocean-headline: ಹಿಂದು ಮಹಾಸಾಗರ ನಮ್ಮ ಶ್ರೇಷ್ಠ ಹಂಚಿಕೆಯ ಪರಂಪರೆ [4,550,341,610]
masthead [700,4,940,54]
kiru-b1: ಲಖನೌ: ಉತ್ತರ ಪ್ರದೇಶದ ಎಲ್ಲಾ ಮದರಸಾ ಶಿಕ್ಷಕರಿಗೆ ಬಯೋಮೆಟ್ರಿಕ್ ಹಾಜರಾತಿ ವ್ಯವಸ್ಥೆ ಕಡ್ಡಾಯಗೊಳಿಸಲಾಗಿದೆ. ಶಿಕ್ಷಕರ ಹಾಜರಾತಿಯಲ್ಲಿ ಪಾರದರ್ಶಕತೆ ತರಲು ಈ ಕ್ರಮ ಕೈಗೊಳ್ಳಲಾಗಿದೆ ಎಂದು ಸರ್ಕಾರ ತಿಳಿಸಿದೆ. ರಾಜ್ಯದಲ್ಲಿ ಒಟ್ಟು 16,460 ಮಾನ್ಯತೆ ಪಡೆದ ಮದರಸಾಗಳಿದ್ದು, 560 ಅನುದಾನಿತ ಮದರಸಾಗಳಿವೆ. ಈ ನಿಯಮ ಶೀಘ್ರದಲ್ಲೇ ಜಾರಿಗೆ ಬರಲಿದೆ. [4,920,176,971]
cheetah-story [582,834,796,1174]
kiru-column [4,834,176,1482]
quote-icon: ❝ [756,1237,778,1278]
cheetah-body-top: ಹೊಸದಿಲ್ಲಿ: ಭಾರತದಲ್ಲೇ ಜನಿಸಿದ ಚೀತಾ ಮುಖಿ ಮಧ್ಯಪ್ರದೇಶದ ಕುನೋ ರಾಷ್ಟ್ರೀಯ ಉದ್ಯಾನವನದಲ್ಲಿ ಐದು ಮರಿಗಳಿಗೆ ಜನ್ಮ ನೀಡಿದೆ. ಇದು ಚೀತಾ ಯೋಜನೆಗೆ ಮಹತ್ವದ ಮೈಲಿಗಲ್ಲಾಗಿದೆ ಎಂದು ಕೇಂದ್ರ ಪರಿಸರ ಸಚಿವ ಭೂಪೇಂದರ್ ಯಾದವ್ ಹೇಳಿದ್ದಾರೆ. ತಾಯಿ ಮತ್ತು ಮರಿಗಳು ಆರೋಗ್ಯವಾಗಿವೆ. ಈ ಜನನದೊಂದಿಗೆ ಭಾರತದಲ್ಲಿ ಚೀತಾಗಳ ಸಂಖ್ಯೆ 32ಕ್ಕೆ ಏರಿಕೆಯಾಗಿದೆ. ಭಾರತದಲ್ಲಿ ಜನಿಸಿದ ಚೀತಾವೊಂದು ಮರಿಗಳಿಗೆ ಜನ್ಮ ನೀಡಿರುವುದು ಇದೇ ಮೊದಲು. ಯೋಜನೆಯ ಯಶಸ್ಸಿನ ಸಂಕೇತ ಇದಾಗಿದೆ ಎಂದು ಪ್ರಧಾನಿ ನರೇಂದ್ರ ಮೋದಿ ಸಂತಸ ವ್ಯಕ್ತಪಡಿಸಿದ್ದಾರೆ. [668,884,796,998]
javelin-kicker: ಮಾರಾಟಕ್ಕೆ ಯುಎಸ್ ಸಂಸತ್ತಿನ ಅನುಮೋದನೆ [4,66,221,84]
